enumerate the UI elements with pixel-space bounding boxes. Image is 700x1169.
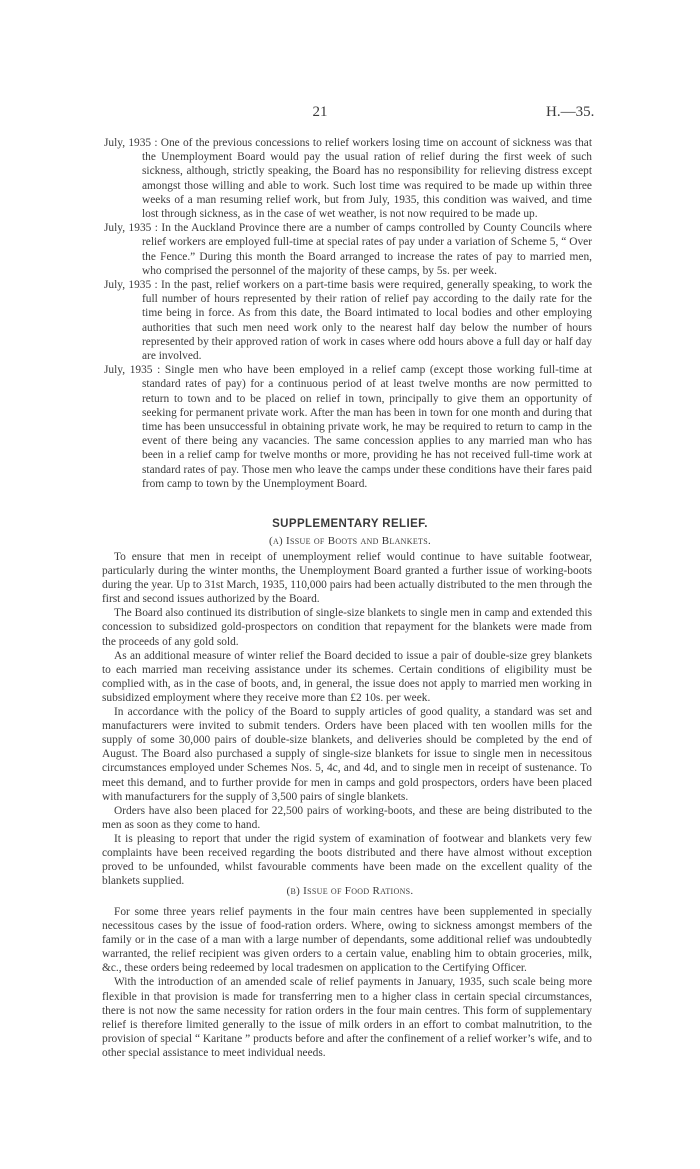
entry-paragraph: July, 1935 : In the past, relief workers on a part-time basis were required, generally speaking, to work the full number of hours represented by their ration of relief pay according to the daily rate for the time being in force. As from this date, the Board intimated to local bodies and other employing authorities that such men need work only to the nearest half day below the number of hours represented by their approved ration of work in cases where odd hours above a full day or half day are involved. xyxy=(104,279,592,363)
food-rations-text xyxy=(102,905,592,1060)
body-paragraph: With the introduction of an amended scale of relief payments in January, 1935, such scale being more flexible in that provision is made for transferring men to a higher class in certain special circumstances, there is not now the same necessity for ration orders in the four main centres. This form of supplementary relief is therefore limited generally to the issue of milk orders in an effort to combat malnutrition, to the provision of special “ Karitane ” products before and after the confinement of a relief worker’s wife, and to other special assistance to meet individual needs. xyxy=(102,976,592,1059)
body-paragraph: Orders have also been placed for 22,500 pairs of working-boots, and these are being distributed to the men as soon as they come to hand. xyxy=(102,804,592,831)
entry-paragraph: July, 1935 : In the Auckland Province there are a number of camps controlled by County Councils where relief workers are employed full-time at special rates of pay under a variation of Scheme 5, “ Over the Fence.” During this month the Board arranged to increase the rates of pay to married men, who comprised the personnel of the majority of these camps, by 5s. per week. xyxy=(104,222,592,277)
dated-entries xyxy=(104,136,592,491)
boots-blankets-text xyxy=(102,550,592,888)
section-title: SUPPLEMENTARY RELIEF. xyxy=(272,518,428,530)
document-reference: H.—35. xyxy=(546,104,595,120)
body-paragraph: In accordance with the policy of the Board to supply articles of good quality, a standard was set and manufacturers were invited to submit tenders. Orders have been placed with ten woollen mills for the supply of some 30,000 pairs of double-size blankets, and deliveries should be completed by the end of August. The Board also purchased a supply of single-size blankets for issue to single men in necessitous circumstances employed under Schemes Nos. 5, 4c, and 4d, and to single men in receipt of sustenance. To meet this demand, and to further provide for men in camps and gold prospectors, orders have been placed with manufacturers for the supply of 3,500 pairs of single blankets. xyxy=(102,706,592,803)
body-paragraph: As an additional measure of winter relief the Board decided to issue a pair of double-size grey blankets to each married man receiving assistance under its schemes. Certain conditions of eligibility must be complied with, as in the case of boots, and, in general, the issue does not apply to married men working in subsidized employment where they receive more than £2 10s. per week. xyxy=(102,649,592,704)
page-number: 21 xyxy=(312,104,328,120)
body-paragraph: To ensure that men in receipt of unemployment relief would continue to have suitable footwear, particularly during the winter months, the Unemployment Board granted a further issue of working-boots during the year. Up to 31st March, 1935, 110,000 pairs had been actually distributed to the men through the first and second issues authorized by the Board. xyxy=(102,551,592,606)
body-paragraph: The Board also continued its distribution of single-size blankets to single men in camp and extended this concession to subsidized gold-prospectors on condition that repayment for the blankets were made from the proceeds of any gold sold. xyxy=(102,607,592,648)
body-paragraph: For some three years relief payments in the four main centres have been supplemented in specially necessitous cases by the issue of food-ration orders. Where, owing to sickness amongst members of the family or in the case of a man with a large number of dependants, some additional relief was undoubtedly warranted, the relief recipient was given orders to a certain value, enabling him to obtain groceries, milk, &c., these orders being redeemed by local tradesmen on application to the Certifying Officer. xyxy=(102,906,592,975)
subsection-heading-food-rations: (b) Issue of Food Rations. xyxy=(286,885,414,897)
entry-paragraph: July, 1935 : One of the previous concessions to relief workers losing time on account of sickness was that the Unemployment Board would pay the usual ration of relief during the first week of such sickness, although, strictly speaking, the Board has no responsibility for relieving distress except amongst those willing and able to work. Such lost time was required to be made up within three weeks of a man resuming relief work, but from July, 1935, this condition was waived, and time lost through sickness, as in the case of wet weather, is not now required to be made up. xyxy=(104,137,592,221)
entry-paragraph: July, 1935 : Single men who have been employed in a relief camp (except those working full-time at standard rates of pay) for a continuous period of at least twelve months are now permitted to return to town and to be placed on relief in town, principally to give them an opportunity of seeking for permanent private work. After the man has been in town for one month and during that time has been unsuccessful in obtaining private work, he may be required to return to camp in the event of there being any vacancies. The same concession applies to any married man who has been in a relief camp for twelve months or more, providing he has not received full-time work at standard rates of pay. Those men who leave the camps under these conditions have their fares paid from camp to town by the Unemployment Board. xyxy=(104,364,592,490)
body-paragraph: It is pleasing to report that under the rigid system of examination of footwear and blankets very few complaints have been received regarding the boots distributed and there have almost without exception proved to be unfounded, whilst favourable comments have been made on the excellent quality of the blankets supplied. xyxy=(102,832,592,888)
subsection-heading-boots-blankets: (a) Issue of Boots and Blankets. xyxy=(269,535,431,547)
